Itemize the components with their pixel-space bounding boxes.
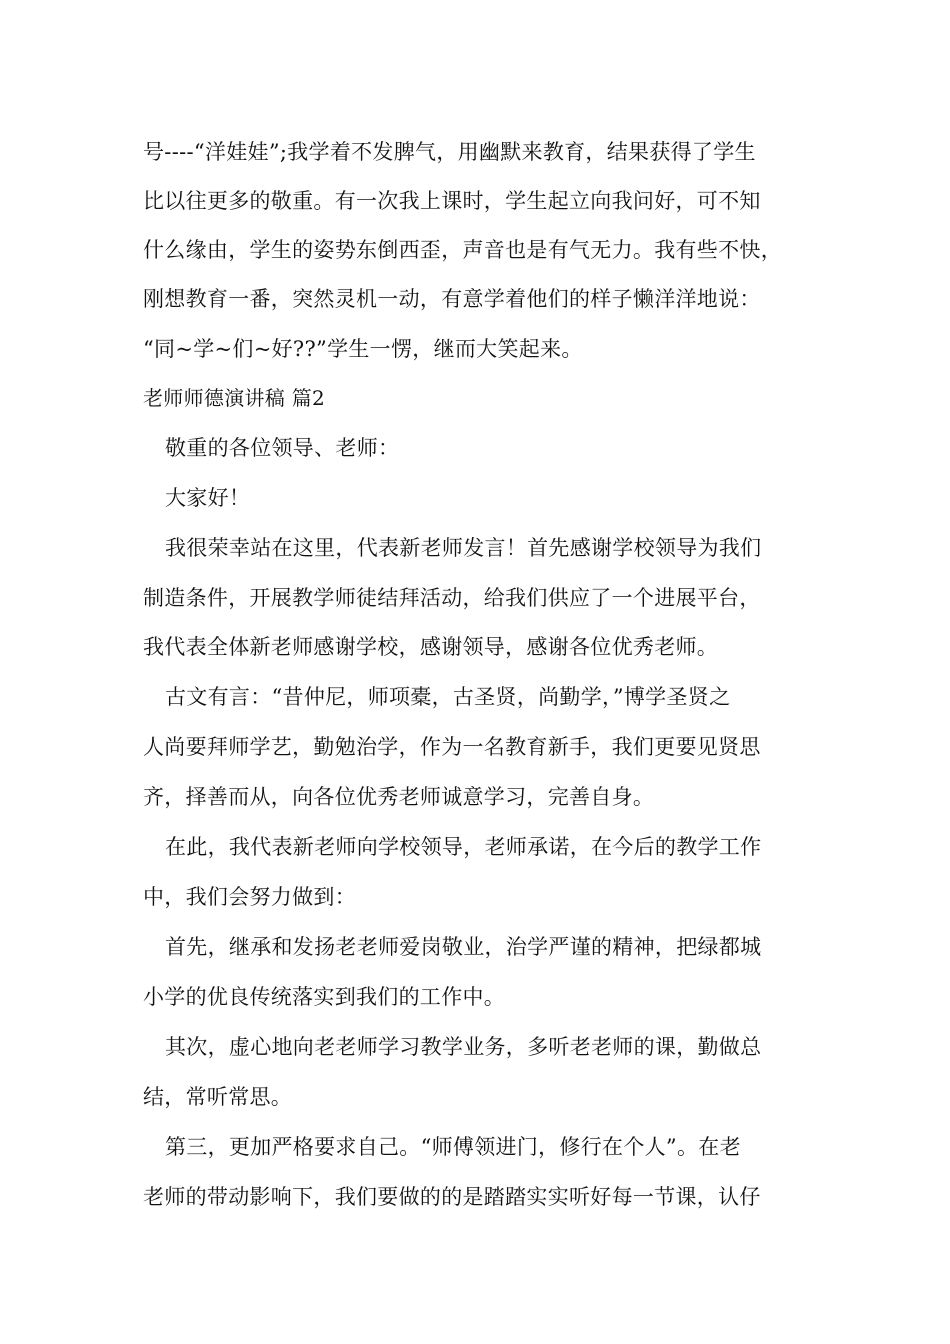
salutation: 敬重的各位领导、老师： xyxy=(165,436,400,460)
paragraph-start: 第三，更加严格要求自己。“师傅领进门，修行在个人”。在老 xyxy=(165,1135,741,1159)
text-line: 中，我们会努力做到： xyxy=(143,885,356,909)
paragraph-start: 首先，继承和发扬老老师爱岗敬业，治学严谨的精神，把绿都城 xyxy=(165,935,762,959)
greeting: 大家好！ xyxy=(165,486,251,510)
text-line: 人尚要拜师学艺，勤勉治学，作为一名教育新手，我们更要见贤思 xyxy=(143,735,761,759)
text-line: “同~学~们~好??”学生一愣，继而大笑起来。 xyxy=(143,337,583,361)
paragraph-start: 其次，虚心地向老老师学习教学业务，多听老老师的课，勤做总 xyxy=(165,1035,762,1059)
text-line: 什么缘由，学生的姿势东倒西歪，声音也是有气无力。我有些不快， xyxy=(143,238,782,262)
paragraph-start: 在此，我代表新老师向学校领导，老师承诺，在今后的教学工作 xyxy=(165,835,762,859)
text-line: 老师的带动影响下，我们要做的的是踏踏实实听好每一节课，认仔 xyxy=(143,1185,761,1209)
text-line: 号----“洋娃娃”;我学着不发脾气，用幽默来教育，结果获得了学生 xyxy=(143,140,756,164)
paragraph-start: 古文有言：“昔仲尼，师项橐，古圣贤，尚勤学，”博学圣贤之 xyxy=(165,685,731,709)
text-line: 小学的优良传统落实到我们的工作中。 xyxy=(143,985,506,1009)
text-line: 比以往更多的敬重。有一次我上课时，学生起立向我问好，可不知 xyxy=(143,189,761,213)
section-heading: 老师师德演讲稿 篇2 xyxy=(143,386,326,410)
text-line: 我代表全体新老师感谢学校，感谢领导，感谢各位优秀老师。 xyxy=(143,635,719,659)
text-line: 结，常听常思。 xyxy=(143,1085,293,1109)
text-line: 刚想教育一番，突然灵机一动，有意学着他们的样子懒洋洋地说： xyxy=(143,287,761,311)
paragraph-start: 我很荣幸站在这里，代表新老师发言！首先感谢学校领导为我们 xyxy=(165,536,762,560)
text-line: 齐，择善而从，向各位优秀老师诚意学习，完善自身。 xyxy=(143,785,655,809)
text-line: 制造条件，开展教学师徒结拜活动，给我们供应了一个进展平台， xyxy=(143,586,761,610)
